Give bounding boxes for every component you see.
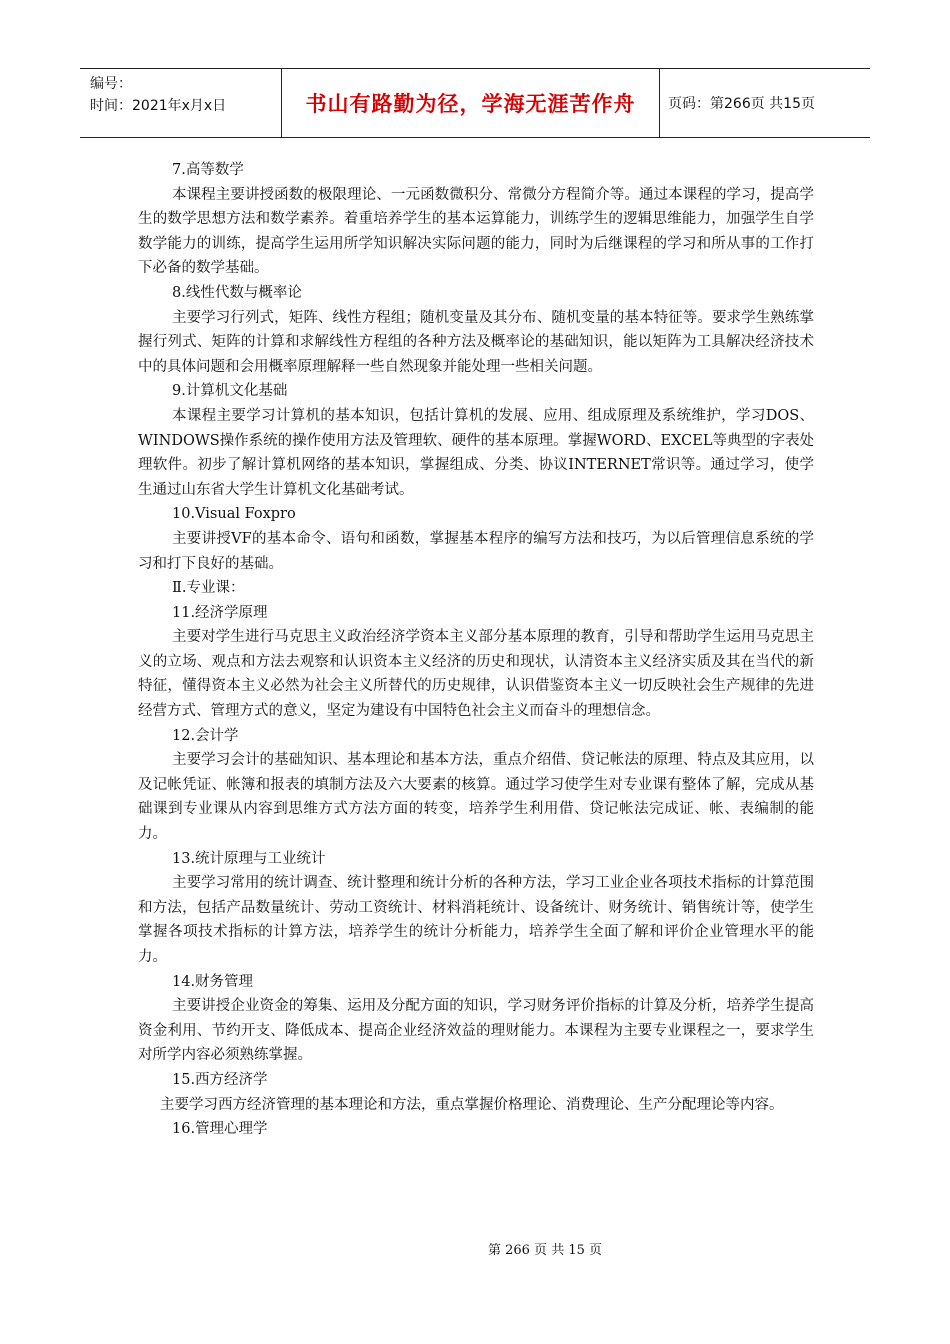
document-body (138, 158, 814, 1142)
section-heading: 11.经济学原理 (172, 604, 268, 621)
section-heading: Ⅱ.专业课： (172, 580, 245, 597)
section-heading: 15.西方经济学 (172, 1071, 268, 1088)
section-body: 主要讲授VF的基本命令、语句和函数，掌握基本程序的编写方法和技巧，为以后管理信息系统的学习和打下良好的基础。 (138, 530, 814, 572)
section-heading: 8.线性代数与概率论 (172, 284, 302, 301)
section-heading: 10.Visual Foxpro (172, 506, 296, 523)
section-body: 主要讲授企业资金的筹集、运用及分配方面的知识，学习财务评价指标的计算及分析，培养学生提高资金利用、节约开支、降低成本、提高企业经济效益的理财能力。本课程为主要专业课程之一，要求学生对所学内容必须熟练掌握。 (138, 998, 814, 1064)
page-header (80, 68, 870, 138)
serial-label: 编号： (90, 76, 132, 92)
header-meta (80, 69, 281, 137)
motto-text: 书山有路勤为径，学海无涯苦作舟 (305, 92, 636, 116)
section-body: 主要学习行列式，矩阵、线性方程组；随机变量及其分布、随机变量的基本特征等。要求学生熟练掌握行列式、矩阵的计算和求解线性方程组的各种方法及概率论的基础知识，能以矩阵为工具解决经济技术中的具体问题和会用概率原理解释一些自然现象并能处理一些相关问题。 (138, 309, 814, 375)
section-heading: 7.高等数学 (172, 162, 244, 178)
section-body: 主要学习会计的基础知识、基本理论和基本方法，重点介绍借、贷记帐法的原理、特点及其应用，以及记帐凭证、帐簿和报表的填制方法及六大要素的核算。通过学习使学生对专业课有整体了解，完成从基础课到专业课从内容到思维方式方法方面的转变，培养学生利用借、贷记帐法完成证、帐、表编制的能力。 (138, 752, 814, 843)
section-body: 本课程主要讲授函数的极限理论、一元函数微积分、常微分方程简介等。通过本课程的学习，提高学生的数学思想方法和数学素养。着重培养学生的基本运算能力，训练学生的逻辑思维能力，加强学生自学数学能力的训练，提高学生运用所学知识解决实际问题的能力，同时为后继课程的学习和所从事的工作打下必备的数学基础。 (138, 186, 814, 277)
section-heading: 16.管理心理学 (172, 1121, 268, 1138)
section-body: 主要学习西方经济管理的基本理论和方法，重点掌握价格理论、消费理论、生产分配理论等内容。 (160, 1096, 784, 1113)
page-footer (0, 1239, 950, 1258)
section-heading: 12.会计学 (172, 727, 239, 744)
section-body: 本课程主要学习计算机的基本知识，包括计算机的发展、应用、组成原理及系统维护，学习DOS、WINDOWS操作系统的操作使用方法及管理软、硬件的基本原理。掌握WORD、EXCEL等典型的字表处理软件。初步了解计算机网络的基本知识，掌握组成、分类、协议INTERNET常识等。通过学习，使学生通过山东省大学生计算机文化基础考试。 (138, 407, 814, 498)
footer-page-number: 第 266 页 共 15 页 (487, 1243, 603, 1258)
section-heading: 9.计算机文化基础 (172, 383, 288, 400)
section-heading: 14.财务管理 (172, 973, 254, 990)
header-page-cell (660, 69, 870, 137)
header-motto-cell (281, 69, 660, 137)
date-label: 时间：2021年x月x日 (90, 98, 227, 114)
section-body: 主要学习常用的统计调查、统计整理和统计分析的各种方法，学习工业企业各项技术指标的计算范围和方法，包括产品数量统计、劳动工资统计、材料消耗统计、设备统计、财务统计、销售统计等，使学生掌握各项技术指标的计算方法，培养学生的统计分析能力，培养学生全面了解和评价企业管理水平的能力。 (138, 875, 814, 965)
section-heading: 13.统计原理与工业统计 (172, 850, 326, 867)
page-label: 页码：第266页 共15页 (668, 96, 815, 112)
section-body: 主要对学生进行马克思主义政治经济学资本主义部分基本原理的教育，引导和帮助学生运用马克思主义的立场、观点和方法去观察和认识资本主义经济的历史和现状，认清资本主义经济实质及其在当代的新特征，懂得资本主义必然为社会主义所替代的历史规律，认识借鉴资本主义一切反映社会生产规律的先进经营方式、管理方式的意义，坚定为建设有中国特色社会主义而奋斗的理想信念。 (138, 629, 814, 720)
